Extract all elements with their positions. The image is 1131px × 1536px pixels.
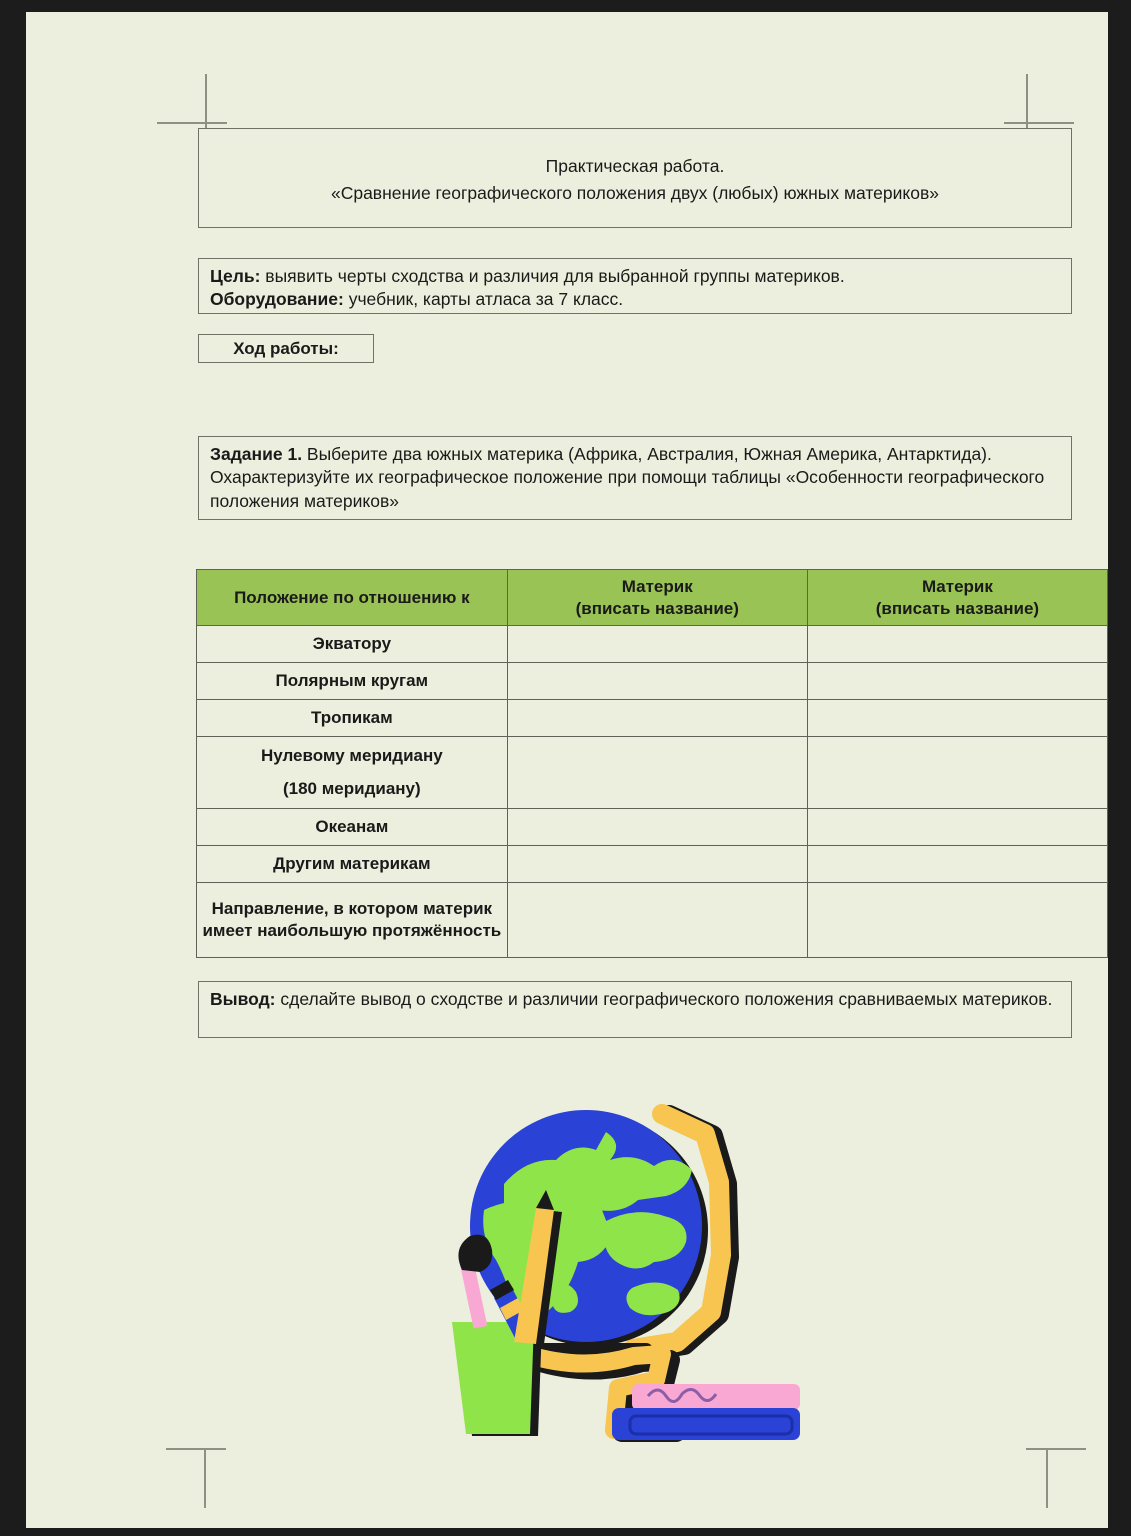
- table-row: [197, 700, 1108, 737]
- row-cell-oceans-col2[interactable]: [507, 809, 807, 846]
- table-header-col-2-line-1: Материк: [621, 576, 693, 596]
- row-label-other-continents: Другим материкам: [197, 846, 508, 883]
- crop-mark-top-left: [157, 74, 227, 134]
- table-header-row: [197, 570, 1108, 626]
- steps-heading-box: Ход работы:: [198, 334, 374, 363]
- table-row: [197, 626, 1108, 663]
- table-header-col-2-line-2: (вписать название): [575, 598, 739, 618]
- row-label-prime-meridian: [197, 737, 508, 809]
- table-row: [197, 737, 1108, 809]
- row-cell-other-continents-col3[interactable]: [807, 846, 1107, 883]
- row-cell-tropics-col3[interactable]: [807, 700, 1107, 737]
- equipment-line: [210, 288, 1060, 311]
- conclusion-label: Вывод:: [210, 989, 276, 1009]
- table-header-col-1: Положение по отношению к: [197, 570, 508, 626]
- goal-label: Цель:: [210, 266, 261, 286]
- crop-mark-bottom-right: [1026, 1448, 1086, 1508]
- equipment-text: учебник, карты атласа за 7 класс.: [343, 289, 624, 310]
- row-label-greatest-extent-direction: Направление, в котором материк имеет наибольшую протяжённость: [197, 883, 508, 958]
- table-row: [197, 883, 1108, 958]
- task-1-box: [198, 436, 1072, 520]
- table-header-col-3-line-1: Материк: [921, 576, 993, 596]
- conclusion-text: сделайте вывод о сходстве и различии географического положения сравниваемых материков.: [275, 989, 1053, 1009]
- task-1-text: Выберите два южных материка (Африка, Австралия, Южная Америка, Антарктида). Охарактеризуйте их географическое положение при помощи таблицы «Особенности географического положения материков»: [210, 444, 1045, 511]
- crop-mark-top-right: [1004, 74, 1074, 134]
- row-cell-equator-col3[interactable]: [807, 626, 1107, 663]
- book-top: [632, 1384, 800, 1410]
- globe-illustration: [426, 1092, 826, 1442]
- row-label-tropics: Тропикам: [197, 700, 508, 737]
- table-header: [197, 570, 1108, 626]
- brush-tip: [458, 1235, 492, 1272]
- row-cell-oceans-col3[interactable]: [807, 809, 1107, 846]
- row-cell-prime-meridian-col2[interactable]: [507, 737, 807, 809]
- table-header-col-3: [807, 570, 1107, 626]
- comparison-table: [196, 569, 1108, 958]
- table-row: [197, 846, 1108, 883]
- table-body: [197, 626, 1108, 958]
- row-cell-prime-meridian-col3[interactable]: [807, 737, 1107, 809]
- row-cell-polar-circles-col2[interactable]: [507, 663, 807, 700]
- row-label-oceans: Океанам: [197, 809, 508, 846]
- table-row: [197, 809, 1108, 846]
- page-title-line-2: «Сравнение географического положения двух (любых) южных материков»: [330, 183, 940, 204]
- goal-equipment-box: [198, 258, 1072, 314]
- goal-line: [210, 265, 1060, 288]
- row-label-prime-meridian-line-1: Нулевому меридиану: [260, 746, 443, 766]
- goal-text: выявить черты сходства и различия для выбранной группы материков.: [260, 266, 845, 286]
- row-label-polar-circles: Полярным кругам: [197, 663, 508, 700]
- globe-illustration-svg: [426, 1092, 826, 1442]
- row-cell-tropics-col2[interactable]: [507, 700, 807, 737]
- page-title-box: [198, 128, 1072, 228]
- table-header-col-2: [507, 570, 807, 626]
- equipment-label: Оборудование:: [210, 289, 344, 310]
- table-row: [197, 663, 1108, 700]
- conclusion-box: [198, 981, 1072, 1038]
- row-label-prime-meridian-line-2: (180 меридиану): [282, 778, 421, 798]
- row-cell-equator-col2[interactable]: [507, 626, 807, 663]
- document-page: [26, 12, 1108, 1528]
- task-1-label: Задание 1.: [210, 444, 303, 464]
- table-header-col-3-line-2: (вписать название): [875, 598, 1040, 618]
- row-cell-polar-circles-col3[interactable]: [807, 663, 1107, 700]
- crop-mark-bottom-left: [166, 1448, 226, 1508]
- row-cell-greatest-extent-col3[interactable]: [807, 883, 1107, 958]
- page-title-line-1: Практическая работа.: [545, 156, 725, 176]
- row-cell-other-continents-col2[interactable]: [507, 846, 807, 883]
- row-label-equator: Экватору: [197, 626, 508, 663]
- row-cell-greatest-extent-col2[interactable]: [507, 883, 807, 958]
